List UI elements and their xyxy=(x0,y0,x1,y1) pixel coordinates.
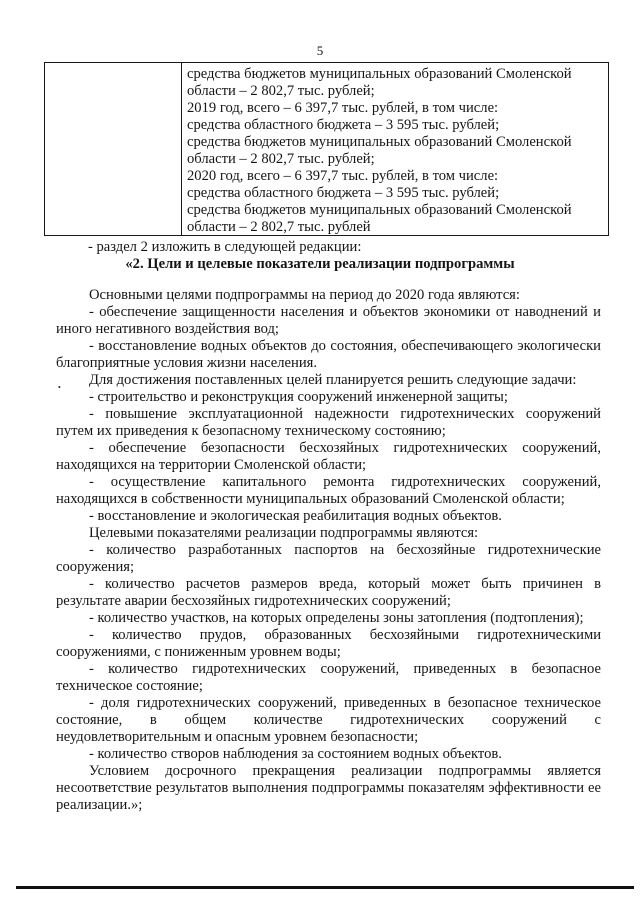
scan-dot-mark: • xyxy=(58,383,61,392)
table-line: области – 2 802,7 тыс. рублей xyxy=(187,219,371,235)
table-line: области – 2 802,7 тыс. рублей; xyxy=(187,151,375,167)
page-number: 5 xyxy=(316,43,324,58)
list-item-indicator: - количество расчетов размеров вреда, который может быть причинен в результате аварии бесхозяйных гидротехнических сооружений; xyxy=(56,576,601,609)
section-body xyxy=(56,287,601,814)
list-item-indicator: - количество участков, на которых определены зоны затопления (подтопления); xyxy=(89,610,584,626)
list-item-indicator: - количество створов наблюдения за состоянием водных объектов. xyxy=(89,746,502,762)
list-item-indicator: - доля гидротехнических сооружений, приведенных в безопасное техническое состояние, в общем количестве гидротехнических сооружений с неудовлетворительным и опасным уровнем безопасности; xyxy=(56,695,601,745)
paragraph-tasks-intro: Для достижения поставленных целей планируется решить следующие задачи: xyxy=(89,372,577,388)
table-funding-cell xyxy=(187,66,602,236)
list-item-task: - обеспечение безопасности бесхозяйных гидротехнических сооружений, находящихся на территории Смоленской области; xyxy=(56,440,601,473)
list-item-indicator: - количество прудов, образованных бесхозяйными гидротехническими сооружениями, с пониженным уровнем воды; xyxy=(56,627,601,660)
table-line: средства бюджетов муниципальных образований Смоленской xyxy=(187,134,572,150)
section-title: «2. Цели и целевые показатели реализации подпрограммы xyxy=(125,256,515,272)
list-item-task: - осуществление капитального ремонта гидротехнических сооружений, находящихся в собственности муниципальных образований Смоленской области; xyxy=(56,474,601,507)
table-line: области – 2 802,7 тыс. рублей; xyxy=(187,83,375,99)
list-item-goal: - обеспечение защищенности населения и объектов экономики от наводнений и иного негативного воздействия вод; xyxy=(56,304,601,337)
footer-rule xyxy=(16,886,634,889)
table-line: средства областного бюджета – 3 595 тыс. рублей; xyxy=(187,185,500,201)
list-item-goal: - восстановление водных объектов до состояния, обеспечивающего экологически благоприятные условия жизни населения. xyxy=(56,338,601,371)
table-empty-cell xyxy=(45,63,182,235)
table-line: средства бюджетов муниципальных образований Смоленской xyxy=(187,66,572,82)
paragraph-goals-intro: Основными целями подпрограммы на период до 2020 года являются: xyxy=(89,287,520,303)
table-line: средства областного бюджета – 3 595 тыс. рублей; xyxy=(187,117,500,133)
paragraph-indicators-intro: Целевыми показателями реализации подпрограммы являются: xyxy=(89,525,479,541)
table-line: 2019 год, всего – 6 397,7 тыс. рублей, в том числе: xyxy=(187,100,499,116)
list-item-task: - строительство и реконструкция сооружений инженерной защиты; xyxy=(89,389,508,405)
table-line: средства бюджетов муниципальных образований Смоленской xyxy=(187,202,572,218)
funding-table xyxy=(44,62,609,236)
list-item-indicator: - количество разработанных паспортов на бесхозяйные гидротехнические сооружения; xyxy=(56,542,601,575)
list-item-task: - восстановление и экологическая реабилитация водных объектов. xyxy=(89,508,502,524)
paragraph-termination-condition: Условием досрочного прекращения реализации подпрограммы является несоответствие результатов выполнения подпрограммы показателям эффективности ее реализации.»; xyxy=(56,763,601,813)
amendment-note: - раздел 2 изложить в следующей редакции: xyxy=(88,239,362,255)
list-item-task: - повышение эксплуатационной надежности гидротехнических сооружений путем их приведения к безопасному техническому состоянию; xyxy=(56,406,601,439)
table-line: 2020 год, всего – 6 397,7 тыс. рублей, в том числе: xyxy=(187,168,499,184)
list-item-indicator: - количество гидротехнических сооружений, приведенных в безопасное техническое состояние; xyxy=(56,661,601,694)
